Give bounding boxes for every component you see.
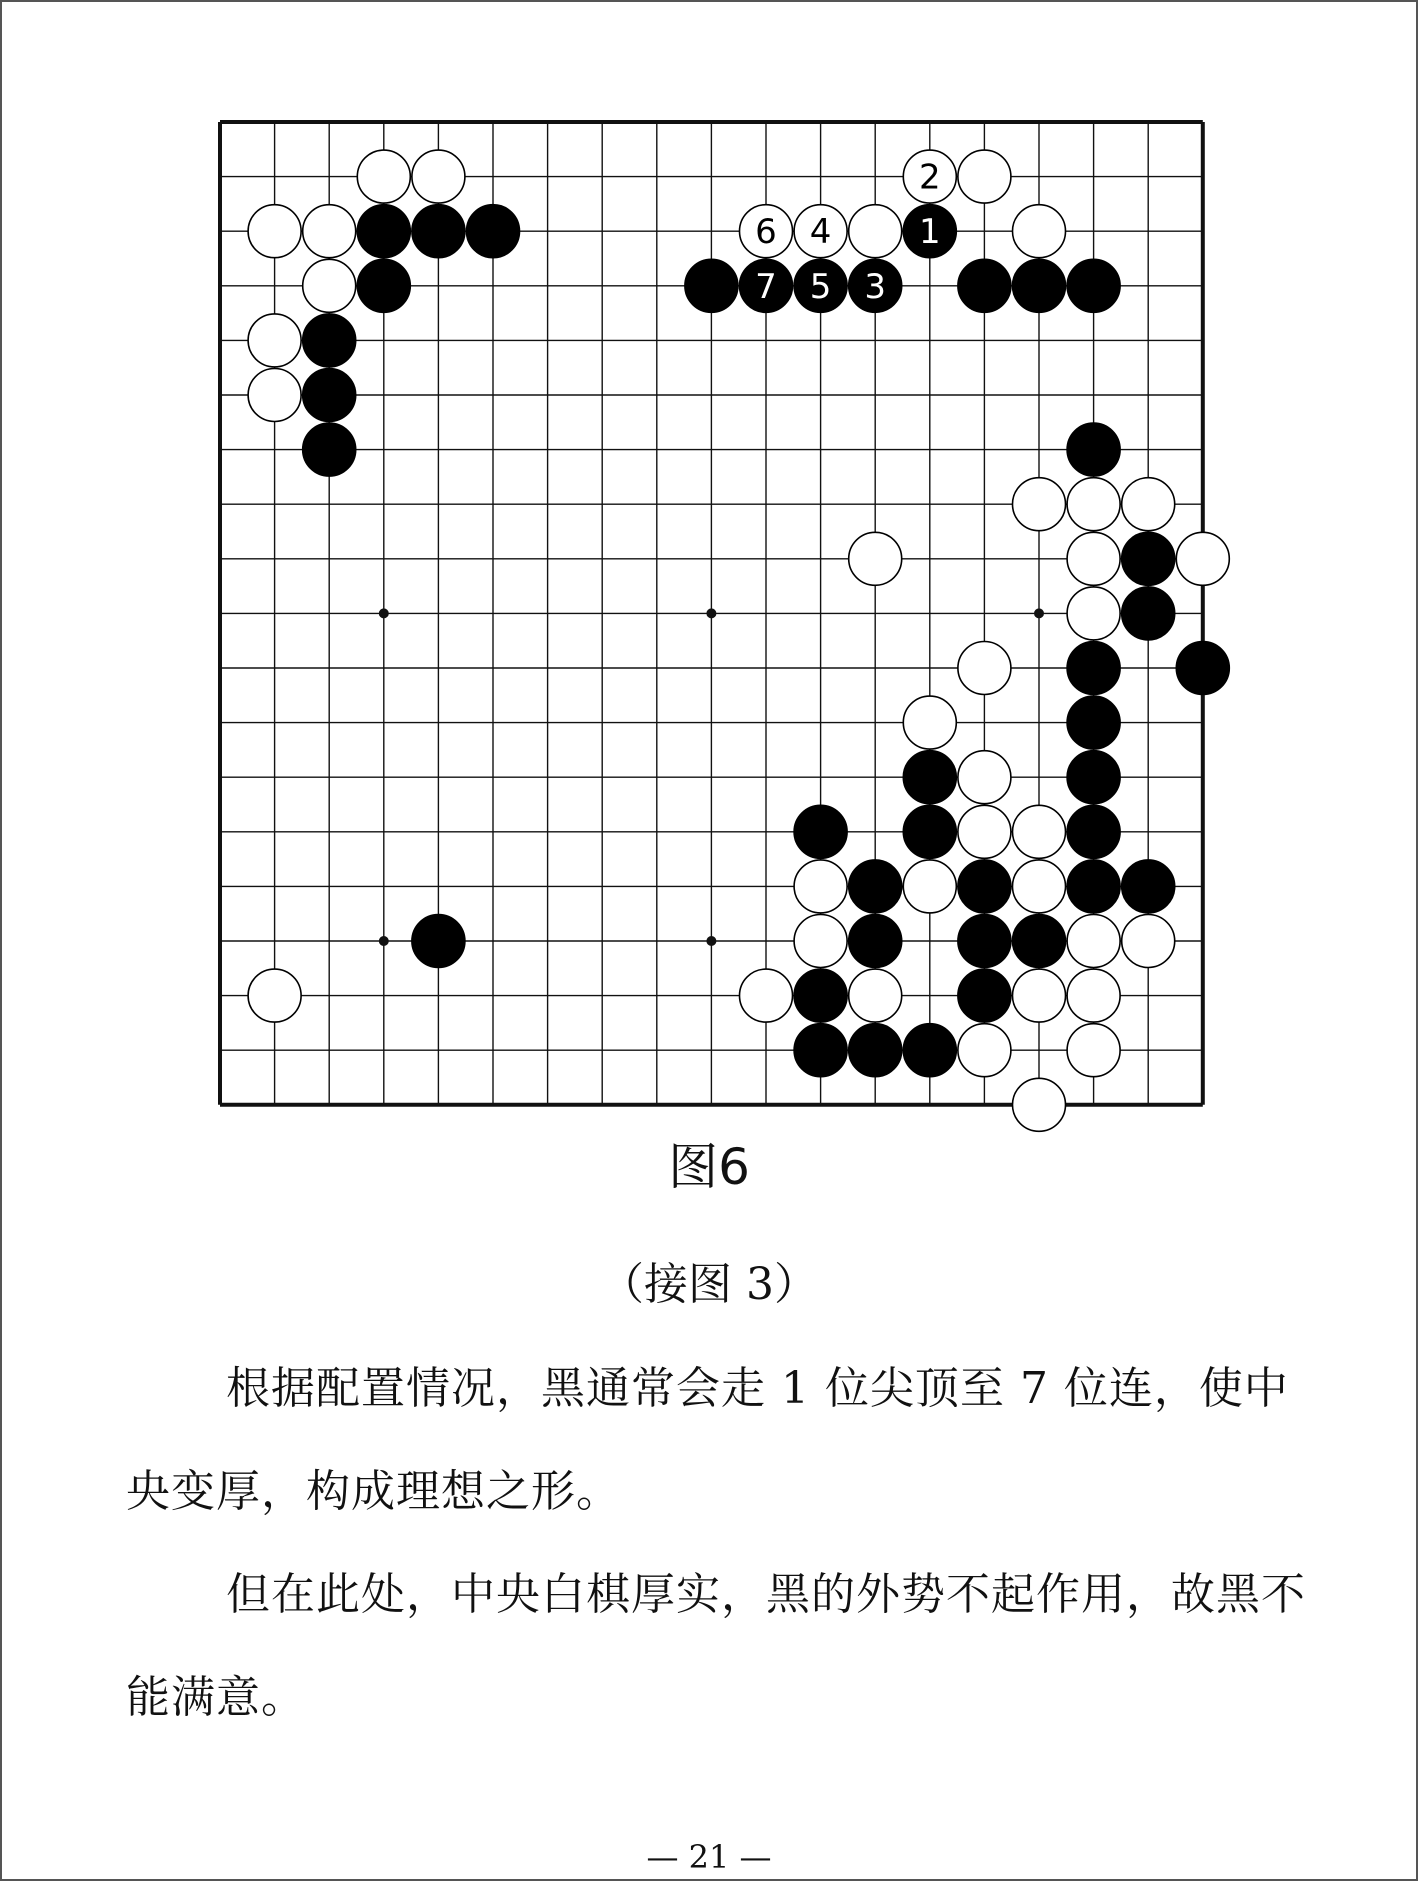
white-stone xyxy=(1122,915,1175,968)
black-stone xyxy=(685,259,738,312)
black-stone xyxy=(1013,259,1066,312)
white-stone xyxy=(903,696,956,749)
white-stone xyxy=(849,969,902,1022)
black-stone xyxy=(1067,423,1120,476)
black-stone xyxy=(1122,587,1175,640)
black-stone xyxy=(849,915,902,968)
white-stone xyxy=(303,259,356,312)
white-stone xyxy=(357,150,410,203)
black-stone xyxy=(1067,642,1120,695)
white-stone xyxy=(1067,969,1120,1022)
paragraph-2: 但在此处，中央白棋厚实，黑的外势不起作用，故黑不能满意。 xyxy=(126,1569,1306,1723)
white-stone xyxy=(958,805,1011,858)
white-stone xyxy=(958,1024,1011,1077)
black-stone xyxy=(412,915,465,968)
star-point xyxy=(706,608,716,618)
go-board-diagram xyxy=(208,110,1238,1140)
white-stone xyxy=(849,532,902,585)
white-stone xyxy=(903,860,956,913)
black-stone xyxy=(357,259,410,312)
black-stone xyxy=(958,860,1011,913)
white-stone xyxy=(1013,1078,1066,1131)
black-stone xyxy=(958,915,1011,968)
white-stone xyxy=(1067,915,1120,968)
white-stone xyxy=(1067,532,1120,585)
white-stone xyxy=(1013,805,1066,858)
white-stone xyxy=(1067,478,1120,531)
black-stone xyxy=(303,314,356,367)
star-point xyxy=(379,608,389,618)
white-stone xyxy=(248,205,301,258)
white-stone xyxy=(1176,532,1229,585)
star-point xyxy=(1034,608,1044,618)
move-number-label: 5 xyxy=(809,266,832,307)
white-stone xyxy=(303,205,356,258)
paragraph-1: 根据配置情况，黑通常会走 1 位尖顶至 7 位连，使中央变厚，构成理想之形。 xyxy=(126,1363,1289,1517)
move-number-label: 3 xyxy=(864,266,887,307)
black-stone xyxy=(958,259,1011,312)
black-stone xyxy=(1067,805,1120,858)
white-stone xyxy=(1067,1024,1120,1077)
black-stone xyxy=(794,969,847,1022)
black-stone xyxy=(303,423,356,476)
white-stone xyxy=(248,369,301,422)
black-stone xyxy=(357,205,410,258)
white-stone xyxy=(1013,478,1066,531)
black-stone xyxy=(1067,751,1120,804)
black-stone xyxy=(794,805,847,858)
white-stone xyxy=(958,150,1011,203)
black-stone xyxy=(412,205,465,258)
white-stone xyxy=(740,969,793,1022)
black-stone xyxy=(903,751,956,804)
move-number-label: 1 xyxy=(918,212,941,253)
white-stone xyxy=(1122,478,1175,531)
black-stone xyxy=(303,369,356,422)
star-point xyxy=(706,936,716,946)
black-stone xyxy=(1122,532,1175,585)
black-stone xyxy=(958,969,1011,1022)
black-stone xyxy=(849,860,902,913)
move-number-label: 7 xyxy=(755,266,777,307)
figure-subtitle: （接图 3） xyxy=(600,1259,818,1310)
white-stone xyxy=(958,751,1011,804)
white-stone xyxy=(794,860,847,913)
black-stone xyxy=(1067,860,1120,913)
white-stone xyxy=(1013,969,1066,1022)
move-number-label: 6 xyxy=(755,212,777,253)
black-stone xyxy=(903,1024,956,1077)
white-stone xyxy=(1067,587,1120,640)
figure-label: 图6 xyxy=(668,1138,750,1196)
white-stone xyxy=(794,915,847,968)
black-stone xyxy=(903,805,956,858)
white-stone xyxy=(1013,860,1066,913)
black-stone xyxy=(1067,696,1120,749)
black-stone xyxy=(849,1024,902,1077)
black-stone xyxy=(467,205,520,258)
white-stone xyxy=(849,205,902,258)
white-stone xyxy=(1013,205,1066,258)
black-stone xyxy=(1176,642,1229,695)
black-stone xyxy=(794,1024,847,1077)
black-stone xyxy=(1122,860,1175,913)
page-number: — 21 — xyxy=(646,1838,772,1876)
black-stone xyxy=(1013,915,1066,968)
move-number-label: 4 xyxy=(809,212,832,253)
star-point xyxy=(379,936,389,946)
black-stone xyxy=(1067,259,1120,312)
move-number-label: 2 xyxy=(918,157,941,198)
white-stone xyxy=(248,314,301,367)
white-stone xyxy=(248,969,301,1022)
white-stone xyxy=(412,150,465,203)
white-stone xyxy=(958,642,1011,695)
